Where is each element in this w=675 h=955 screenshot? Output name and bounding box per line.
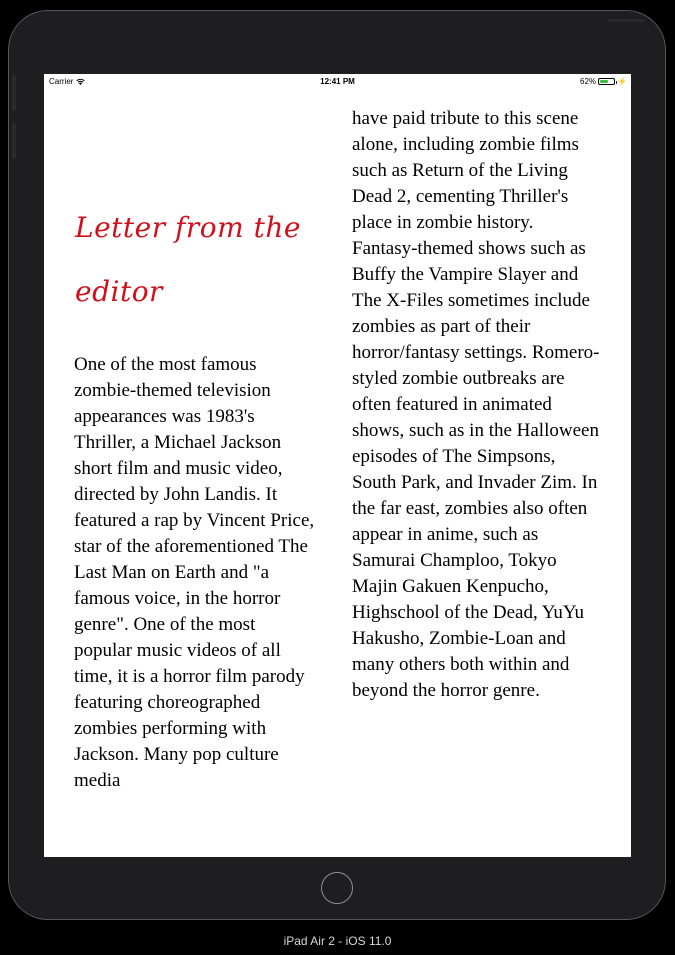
- power-button: [607, 19, 645, 22]
- battery-percent: 62%: [580, 77, 597, 86]
- bolt-icon: ⚡: [617, 76, 627, 86]
- article-column-left: One of the most famous zombie-themed television appearances was 1983's Thriller, a Michael Jackson short film and music video, directed by John Landis. It featured a rap by Vincent Price, star of the aforementioned The Last Man on Earth and "a famous voice, in the horror genre". One of the most popular music videos of all time, it is a horror film parody featuring choreographed zombies performing with Jackson. Many pop culture media: [74, 354, 315, 791]
- volume-down-button: [12, 123, 16, 159]
- home-button[interactable]: [321, 872, 353, 904]
- volume-up-button: [12, 75, 16, 111]
- simulator-device-label: iPad Air 2 - iOS 11.0: [283, 934, 392, 948]
- battery-icon: [598, 78, 615, 85]
- status-bar: [44, 74, 631, 90]
- article-title: Letter from the editor: [75, 211, 301, 308]
- status-time: 12:41 PM: [320, 77, 355, 86]
- carrier-label: Carrier: [49, 77, 74, 86]
- article-column-right: have paid tribute to this scene alone, including zombie films such as Return of the Living Dead 2, cementing Thriller's place in zombie history. Fantasy-themed shows such as Buffy the Vampire Slayer and The X-Files sometimes include zombies as part of their horror/fantasy settings. Romero-styled zombie outbreaks are often featured in animated shows, such as in the Halloween episodes of The Simpsons, South Park, and Invader Zim. In the far east, zombies also often appear in anime, such as Samurai Champloo, Tokyo Majin Gakuen Kenpucho, Highschool of the Dead, YuYu Hakusho, Zombie-Loan and many others both within and beyond the horror genre.: [352, 108, 600, 701]
- ipad-screen: [44, 74, 631, 857]
- battery-indicator: [580, 77, 627, 86]
- battery-fill: [600, 80, 608, 83]
